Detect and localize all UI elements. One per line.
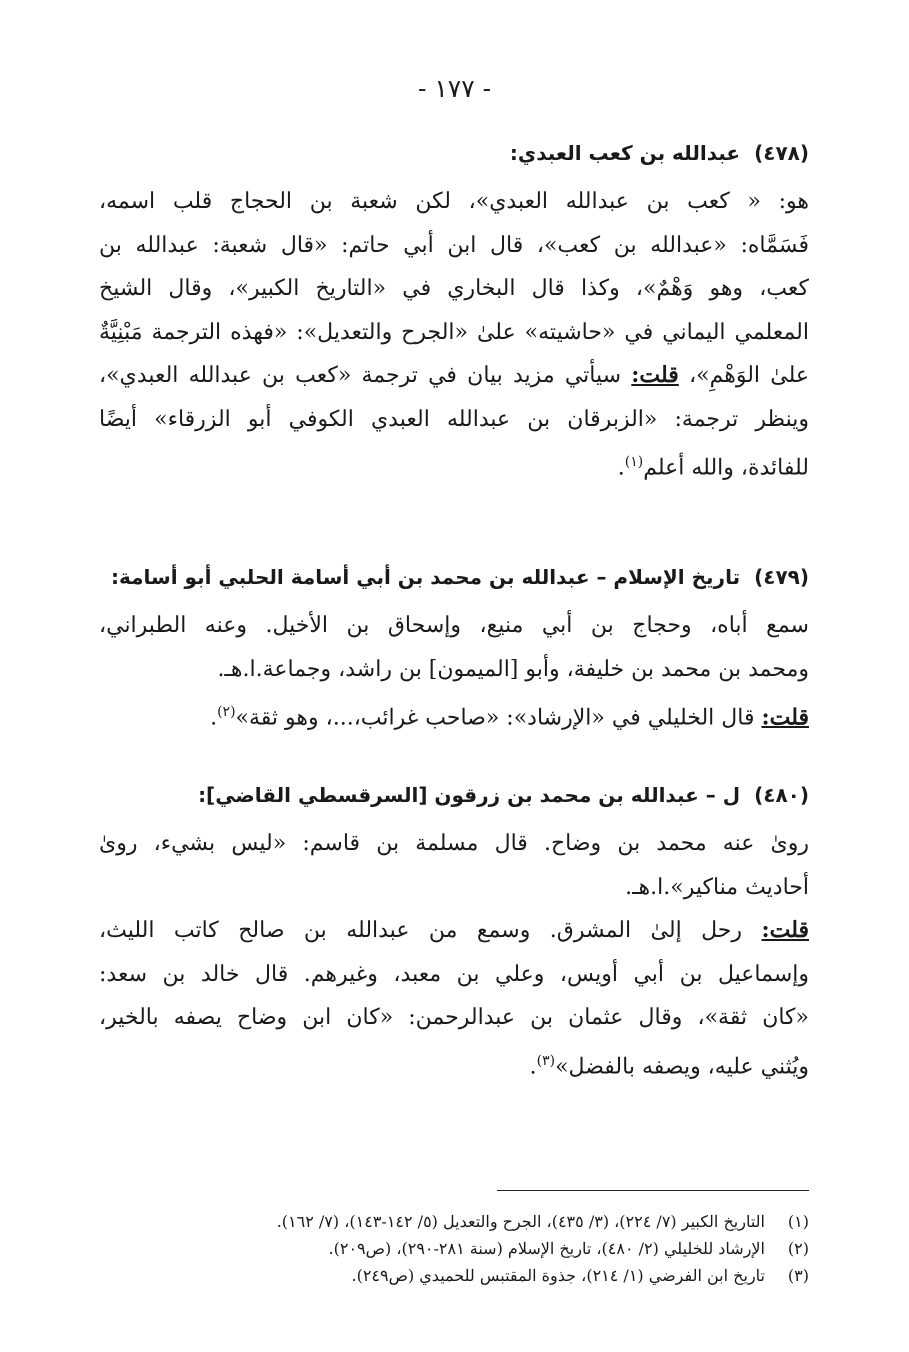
entry-heading — [99, 138, 809, 168]
text-line: وينظر ترجمة: «الزبرقان بن عبدالله العبدي الكوفي أبو الزرقاء» أيضًا — [99, 406, 809, 432]
text-segment: رحل إلىٰ المشرق. وسمع من عبدالله بن صالح كاتب الليث، — [99, 918, 743, 943]
text-line — [99, 441, 809, 490]
text-line: وإسماعيل بن أبي أويس، وعلي بن معبد، وغيرهم. قال خالد بن سعد: — [99, 961, 809, 987]
qult-label: قلت: — [761, 917, 809, 943]
footnote-number: (٣) — [787, 1266, 809, 1285]
footnote-ref: (١) — [624, 454, 644, 470]
end-mark: . — [210, 705, 218, 731]
text-line: هو: « كعب بن عبدالله العبدي»، لكن شعبة بن الحجاج قلب اسمه، — [99, 189, 809, 214]
text-line: «كان ثقة»، وقال عثمان بن عبدالرحمن: «كان ابن وضاح يصفه بالخير، — [99, 1005, 809, 1030]
text-line: كعب، وهو وَهْمٌ»، وكذا قال البخاري في «التاريخ الكبير»، وقال الشيخ — [99, 276, 809, 301]
entry-title: ل – عبدالله بن محمد بن زرقون [السرقسطي القاضي]: — [198, 783, 741, 807]
end-mark: . — [617, 455, 625, 481]
text-line: روىٰ عنه محمد بن وضاح. قال مسلمة بن قاسم: «ليس بشيء، روىٰ — [99, 831, 809, 856]
text-line — [99, 909, 809, 953]
entry-number: (٤٧٩) — [754, 565, 809, 589]
entry-heading — [99, 562, 809, 592]
footnote-text: التاريخ الكبير (٧/ ٢٢٤)، (٣/ ٤٣٥)، الجرح والتعديل (٥/ ١٤٢-١٤٣)، (٧/ ١٦٢). — [276, 1212, 765, 1231]
entry-479 — [99, 562, 809, 740]
text-segment: علىٰ الوَهْمِ»، — [689, 363, 810, 388]
text-line — [99, 1040, 809, 1089]
text-line: سمع أباه، وحجاج بن أبي منيع، وإسحاق بن الأخيل. وعنه الطبراني، — [99, 613, 809, 638]
text-segment: للفائدة، والله أعلم — [643, 455, 809, 481]
entry-title: تاريخ الإسلام – عبدالله بن محمد بن أبي أسامة الحلبي أبو أسامة: — [111, 565, 741, 589]
qult-label: قلت: — [761, 704, 809, 731]
text-segment: قال الخليلي في «الإرشاد»: «صاحب غرائب،...، وهو ثقة» — [235, 705, 755, 731]
text-line: المعلمي اليماني في «حاشيته» علىٰ «الجرح والتعديل»: «فهذه الترجمة مَبْنِيَّةٌ — [99, 319, 809, 345]
qult-label: قلت: — [631, 362, 679, 388]
footnote-item — [99, 1262, 809, 1289]
text-line: فَسَمَّاه: «عبدالله بن كعب»، قال ابن أبي حاتم: «قال شعبة: عبدالله بن — [99, 232, 809, 258]
text-line — [99, 691, 809, 740]
footnotes — [99, 1208, 809, 1289]
footnote-item — [99, 1235, 809, 1262]
footnote-divider — [497, 1190, 809, 1191]
footnote-ref: (٣) — [536, 1052, 556, 1069]
entry-heading — [99, 780, 809, 810]
entry-number: (٤٧٨) — [754, 141, 809, 165]
footnote-text: الإرشاد للخليلي (٢/ ٤٨٠)، تاريخ الإسلام (سنة ٢٨١-٢٩٠)، (ص٢٠٩). — [328, 1239, 765, 1258]
footnote-text: تاريخ ابن الفرضي (١/ ٢١٤)، جذوة المقتبس للحميدي (ص٢٤٩). — [351, 1266, 765, 1285]
entry-number: (٤٨٠) — [754, 783, 809, 807]
text-line: ومحمد بن محمد بن خليفة، وأبو [الميمون] بن راشد، وجماعة.ا.هـ. — [217, 656, 809, 682]
footnote-number: (١) — [787, 1212, 809, 1231]
end-mark: . — [529, 1053, 537, 1079]
footnote-item — [99, 1208, 809, 1235]
footnote-number: (٢) — [787, 1239, 809, 1258]
entry-title: عبدالله بن كعب العبدي: — [509, 141, 741, 165]
text-segment: ويُثني عليه، ويصفه بالفضل» — [555, 1053, 809, 1079]
entry-478 — [99, 138, 809, 490]
footnote-ref: (٢) — [217, 704, 236, 720]
text-line — [99, 354, 809, 398]
text-segment: سيأتي مزيد بيان في ترجمة «كعب بن عبدالله العبدي»، — [99, 363, 622, 388]
entry-480 — [99, 780, 809, 1088]
text-line: أحاديث مناكير».ا.هـ. — [625, 874, 809, 900]
page-number: - ١٧٧ - — [417, 74, 492, 103]
